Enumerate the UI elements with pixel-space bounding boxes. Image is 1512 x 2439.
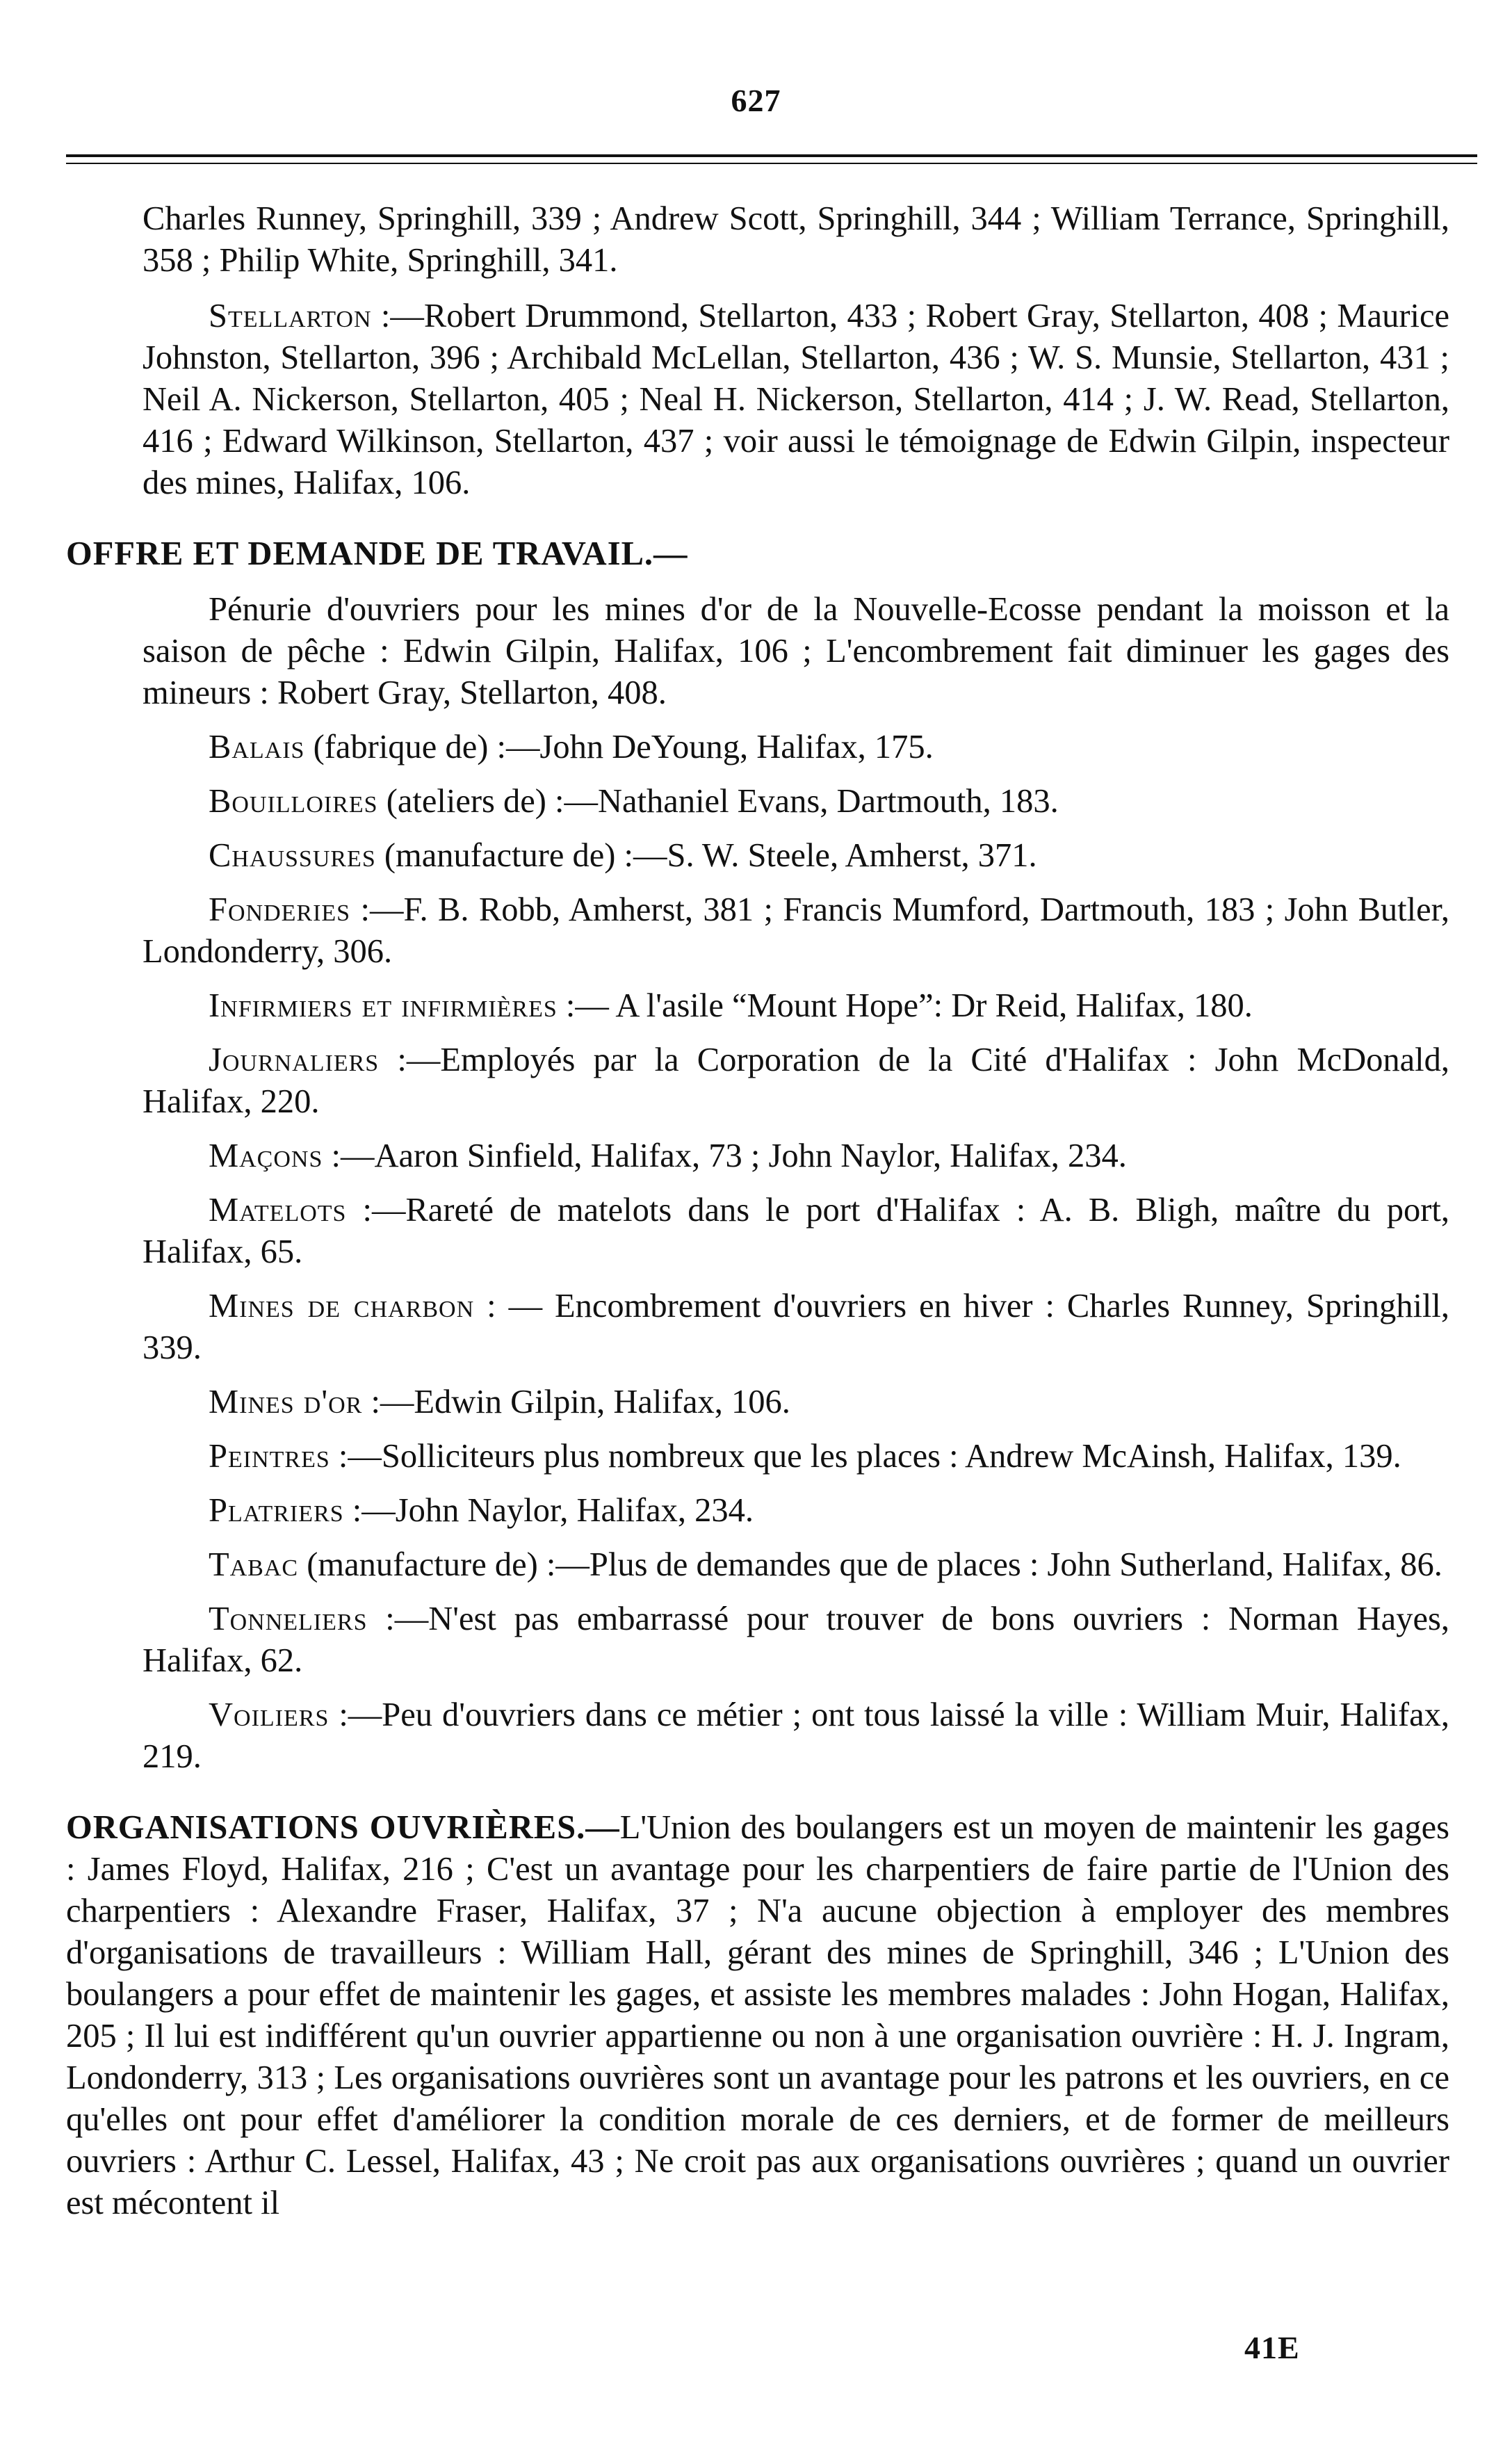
entry-heading-balais: Balais bbox=[209, 729, 305, 765]
entry-heading-bouilloires: Bouilloires bbox=[209, 783, 378, 820]
entry-heading-mines-or: Mines d'or bbox=[209, 1384, 363, 1420]
entry-text-bouilloires: (ateliers de) :—Nathaniel Evans, Dartmouth, 183. bbox=[377, 783, 1059, 820]
page-number: 627 bbox=[731, 83, 781, 118]
entry-text-matelots: :—Rareté de matelots dans le port d'Halifax : A. B. Bligh, maître du port, Halifax, 65. bbox=[143, 1192, 1449, 1270]
paragraph-springhill-witnesses: Charles Runney, Springhill, 339 ; Andrew Scott, Springhill, 344 ; William Terrance, Springhill, 358 ; Philip White, Springhill, 341. bbox=[143, 200, 1449, 279]
entry-text-infirmiers: :— A l'asile “Mount Hope”: Dr Reid, Halifax, 180. bbox=[557, 987, 1253, 1024]
body-text bbox=[66, 198, 1449, 2224]
entry-heading-mines-charbon: Mines de charbon bbox=[209, 1288, 475, 1324]
entry-text-journaliers: :—Employés par la Corporation de la Cité d'Halifax : John McDonald, Halifax, 220. bbox=[143, 1042, 1449, 1120]
entry-text-mines-charbon: : — Encombrement d'ouvriers en hiver : Charles Runney, Springhill, 339. bbox=[143, 1288, 1449, 1366]
entry-balais bbox=[143, 727, 1449, 768]
entry-heading-chaussures: Chaussures bbox=[209, 837, 376, 874]
paragraph-organisations-text: L'Union des boulangers est un moyen de maintenir les gages : James Floyd, Halifax, 216 ; C'est un avantage pour les charpentiers de faire partie de l'Union des charpentiers : Alexandre Fraser, Halifax, 37 ; N'a aucune objection à employer des membres d'organisations de travailleurs : William Hall, gérant des mines de Springhill, 346 ; L'Union des boulangers a pour effet de maintenir les gages, et assiste les membres malades : John Hogan, Halifax, 205 ; Il lui est indifférent qu'un ouvrier appartienne ou non à une organisation ouvrière : H. J. Ingram, Londonderry, 313 ; Les organisations ouvrières sont un avantage pour les patrons et les ouvriers, en ce qu'elles ont pour effet d'améliorer la condition morale de ces derniers, et de former de meilleurs ouvriers : Arthur C. Lessel, Halifax, 43 ; Ne croit pas aux organisations ouvrières ; quand un ouvrier est mécontent il bbox=[66, 1809, 1449, 2221]
entry-text-voiliers: :—Peu d'ouvriers dans ce métier ; ont tous laissé la ville : William Muir, Halifax, 219. bbox=[143, 1696, 1449, 1775]
entry-heading-tabac: Tabac bbox=[209, 1546, 299, 1583]
entry-text-chaussures: (manufacture de) :—S. W. Steele, Amherst, 371. bbox=[375, 837, 1037, 874]
entry-text-stellarton: :—Robert Drummond, Stellarton, 433 ; Robert Gray, Stellarton, 408 ; Maurice Johnston, Stellarton, 396 ; Archibald McLellan, Stellarton, 436 ; W. S. Munsie, Stellarton, 431 ; Neil A. Nickerson, Stellarton, 405 ; Neal H. Nickerson, Stellarton, 414 ; J. W. Read, Stellarton, 416 ; Edward Wilkinson, Stellarton, 437 ; voir aussi le témoignage de Edwin Gilpin, inspecteur des mines, Halifax, 106. bbox=[143, 298, 1449, 501]
entry-text-mines-or: :—Edwin Gilpin, Halifax, 106. bbox=[362, 1384, 790, 1420]
entry-fonderies bbox=[143, 889, 1449, 973]
entry-tabac bbox=[143, 1544, 1449, 1586]
entry-mines-or bbox=[143, 1381, 1449, 1423]
entry-heading-peintres: Peintres bbox=[209, 1438, 330, 1475]
entry-text-fonderies: :—F. B. Robb, Amherst, 381 ; Francis Mumford, Dartmouth, 183 ; John Butler, Londonderry, 306. bbox=[143, 891, 1449, 970]
entry-infirmiers bbox=[143, 985, 1449, 1027]
entry-heading-fonderies: Fonderies bbox=[209, 891, 351, 928]
entry-tonneliers bbox=[143, 1598, 1449, 1682]
paragraph-organisations-ouvrieres bbox=[66, 1807, 1449, 2224]
entry-text-peintres: :—Solliciteurs plus nombreux que les places : Andrew McAinsh, Halifax, 139. bbox=[330, 1438, 1401, 1475]
entry-text-tabac: (manufacture de) :—Plus de demandes que de places : John Sutherland, Halifax, 86. bbox=[298, 1546, 1442, 1583]
entry-text-macons: :—Aaron Sinfield, Halifax, 73 ; John Naylor, Halifax, 234. bbox=[323, 1137, 1127, 1174]
entry-heading-voiliers: Voiliers bbox=[209, 1696, 330, 1733]
entry-macons bbox=[143, 1135, 1449, 1177]
paragraph-penurie: Pénurie d'ouvriers pour les mines d'or de la Nouvelle-Ecosse pendant la moisson et la saison de pêche : Edwin Gilpin, Halifax, 106 ; L'encombrement fait diminuer les gages des mineurs : Robert Gray, Stellarton, 408. bbox=[143, 591, 1449, 711]
entry-mines-charbon bbox=[143, 1286, 1449, 1369]
entry-heading-macons: Maçons bbox=[209, 1137, 323, 1174]
entry-matelots bbox=[143, 1190, 1449, 1273]
section-heading-offre-demande: OFFRE ET DEMANDE DE TRAVAIL.— bbox=[66, 535, 688, 572]
entry-platriers bbox=[143, 1490, 1449, 1532]
header-rule-thin bbox=[66, 163, 1477, 164]
entry-text-balais: (fabrique de) :—John DeYoung, Halifax, 175. bbox=[304, 729, 934, 765]
header-rule-thick bbox=[66, 154, 1477, 157]
entry-journaliers bbox=[143, 1039, 1449, 1123]
entry-peintres bbox=[143, 1436, 1449, 1477]
signature-mark: 41E bbox=[1244, 2330, 1300, 2365]
entry-text-tonneliers: :—N'est pas embarrassé pour trouver de bons ouvriers : Norman Hayes, Halifax, 62. bbox=[143, 1601, 1449, 1679]
entry-heading-journaliers: Journaliers bbox=[209, 1042, 380, 1078]
entry-chaussures bbox=[143, 835, 1449, 877]
section-heading-organisations: ORGANISATIONS OUVRIÈRES.— bbox=[66, 1809, 620, 1846]
paragraph-stellarton-witnesses bbox=[143, 295, 1449, 504]
entry-heading-platriers: Platriers bbox=[209, 1492, 344, 1529]
entry-heading-stellarton: Stellarton bbox=[209, 298, 372, 334]
entry-heading-tonneliers: Tonneliers bbox=[209, 1601, 368, 1637]
entry-voiliers bbox=[143, 1694, 1449, 1778]
entry-heading-infirmiers: Infirmiers et infirmières bbox=[209, 987, 558, 1024]
entry-heading-matelots: Matelots bbox=[209, 1192, 347, 1229]
entry-text-platriers: :—John Naylor, Halifax, 234. bbox=[343, 1492, 754, 1529]
entry-bouilloires bbox=[143, 781, 1449, 823]
